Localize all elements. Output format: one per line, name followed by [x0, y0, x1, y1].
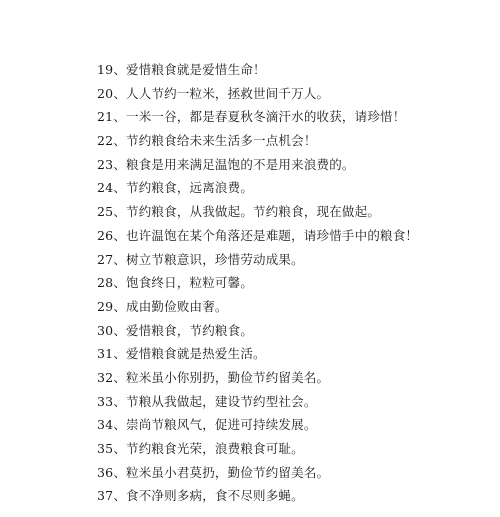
item-number: 25 [97, 204, 114, 220]
item-number: 26 [97, 227, 114, 243]
item-number: 37 [97, 488, 114, 504]
list-item: 20、人人节约一粒米，拯救世间千万人。 [97, 85, 330, 101]
item-text: 成由勤俭败由奢。 [126, 298, 228, 314]
item-text: 树立节粮意识，珍惜劳动成果。 [126, 251, 304, 267]
item-text: 节约粮食，从我做起。节约粮食，现在做起。 [126, 204, 381, 220]
list-item: 33、节粮从我做起，建设节约型社会。 [97, 393, 317, 409]
list-item: 25、节约粮食，从我做起。节约粮食，现在做起。 [97, 204, 381, 220]
list-item: 21、一米一谷，都是春夏秋冬滴汗水的收获，请珍惜！ [97, 109, 406, 125]
item-text: 爱惜粮食就是热爱生活。 [126, 346, 266, 362]
item-number: 21 [97, 109, 114, 125]
list-item: 23、粮食是用来满足温饱的不是用来浪费的。 [97, 156, 355, 172]
item-number: 36 [97, 464, 114, 480]
item-text: 食不净则多病，食不尽则多蝇。 [126, 488, 304, 504]
list-item: 22、节约粮食给未来生活多一点机会！ [97, 133, 317, 149]
item-number: 22 [97, 133, 114, 149]
item-text: 粒米虽小你别扔，勤俭节约留美名。 [126, 369, 330, 385]
list-item: 32、粒米虽小你别扔，勤俭节约留美名。 [97, 369, 330, 385]
item-text: 一米一谷，都是春夏秋冬滴汗水的收获，请珍惜！ [126, 109, 406, 125]
list-item: 35、节约粮食光荣，浪费粮食可耻。 [97, 441, 304, 456]
item-text: 粒米虽小君莫扔，勤俭节约留美名。 [126, 464, 330, 480]
item-number: 23 [97, 156, 114, 172]
item-text: 也许温饱在某个角落还是难题，请珍惜手中的粮食！ [126, 227, 419, 243]
item-text: 人人节约一粒米，拯救世间千万人。 [126, 85, 330, 101]
item-text: 饱食终日，粒粒可馨。 [126, 275, 254, 291]
list-item: 29、成由勤俭败由奢。 [97, 298, 228, 314]
list-item: 27、树立节粮意识，珍惜劳动成果。 [97, 251, 304, 267]
list-item: 19、爱惜粮食就是爱惜生命！ [97, 62, 266, 77]
list-item: 30、爱惜粮食，节约粮食。 [97, 322, 254, 338]
item-text: 爱惜粮食就是爱惜生命！ [126, 62, 266, 77]
item-number: 29 [97, 298, 114, 314]
list-item: 36、粒米虽小君莫扔，勤俭节约留美名。 [97, 464, 330, 480]
item-number: 27 [97, 251, 114, 267]
item-number: 24 [97, 180, 114, 196]
list-item: 34、崇尚节粮风气，促进可持续发展。 [97, 417, 317, 433]
item-number: 33 [97, 393, 114, 409]
item-number: 34 [97, 417, 114, 433]
list-item: 24、节约粮食，远离浪费。 [97, 180, 254, 196]
item-number: 20 [97, 85, 114, 101]
list-item: 28、饱食终日，粒粒可馨。 [97, 275, 254, 291]
item-text: 节粮从我做起，建设节约型社会。 [126, 393, 317, 409]
slogan-list [97, 58, 418, 508]
item-text: 节约粮食，远离浪费。 [126, 180, 254, 196]
item-text: 节约粮食给未来生活多一点机会！ [126, 133, 317, 149]
item-text: 爱惜粮食，节约粮食。 [126, 322, 254, 338]
item-number: 31 [97, 346, 114, 362]
item-text: 粮食是用来满足温饱的不是用来浪费的。 [126, 156, 355, 172]
item-text: 崇尚节粮风气，促进可持续发展。 [126, 417, 317, 433]
item-number: 19 [97, 62, 114, 77]
item-text: 节约粮食光荣，浪费粮食可耻。 [126, 441, 304, 456]
item-number: 35 [97, 441, 114, 456]
list-item: 31、爱惜粮食就是热爱生活。 [97, 346, 266, 362]
list-item: 37、食不净则多病，食不尽则多蝇。 [97, 488, 304, 504]
item-number: 28 [97, 275, 114, 291]
item-number: 30 [97, 322, 114, 338]
item-number: 32 [97, 369, 114, 385]
list-item: 26、也许温饱在某个角落还是难题，请珍惜手中的粮食！ [97, 227, 419, 243]
